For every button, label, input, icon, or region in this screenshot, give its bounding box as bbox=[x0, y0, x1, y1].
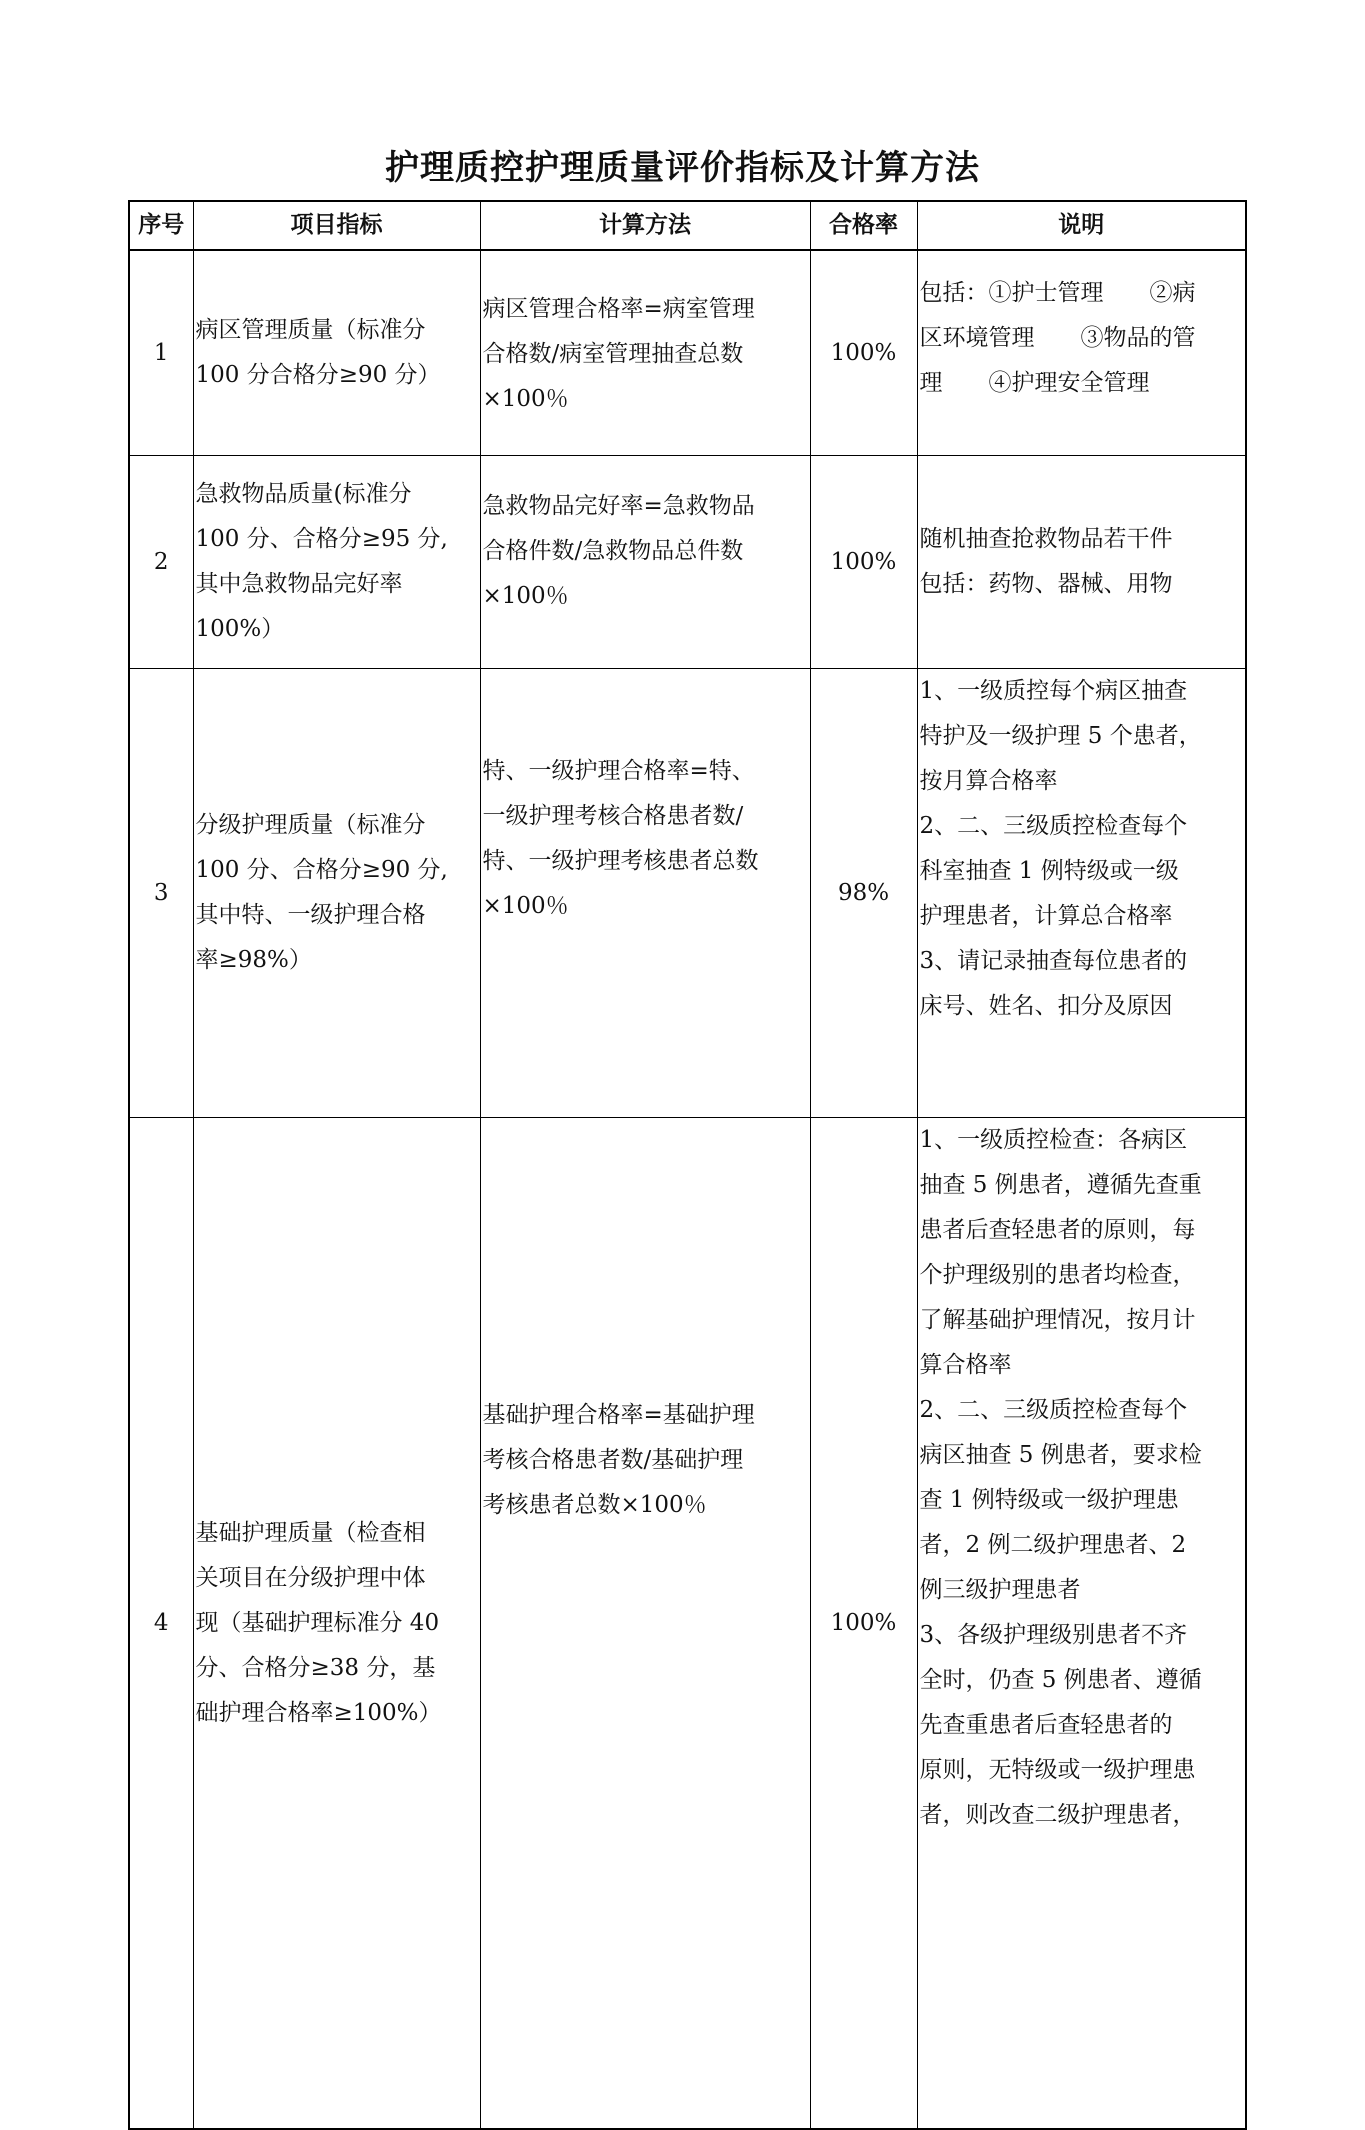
row-rate: 100% bbox=[810, 456, 917, 669]
row-method bbox=[480, 669, 810, 1118]
desc-line: 例三级护理患者 bbox=[919, 1577, 1081, 1603]
desc-line: 1、一级质控每个病区抽查 bbox=[919, 678, 1188, 704]
desc-line: 理 ④护理安全管理 bbox=[919, 370, 1150, 396]
header-seq: 序号 bbox=[129, 201, 193, 250]
header-metric: 项目指标 bbox=[193, 201, 480, 250]
desc-line: 抽查 5 例患者，遵循先查重 bbox=[919, 1172, 1202, 1198]
table-row bbox=[129, 456, 1246, 669]
method-line: 病区管理合格率=病室管理 bbox=[482, 295, 755, 322]
desc-line: 随机抽查抢救物品若干件 bbox=[919, 526, 1173, 552]
row-metric bbox=[193, 250, 480, 456]
method-line: 考核患者总数×100％ bbox=[482, 1492, 707, 1518]
table-row bbox=[129, 250, 1246, 456]
metric-line: 基础护理质量（检查相 bbox=[195, 1519, 426, 1546]
row-metric bbox=[193, 669, 480, 1118]
metric-line: 病区管理质量（标准分 bbox=[195, 317, 426, 343]
row-seq: 1 bbox=[129, 250, 193, 456]
evaluation-table bbox=[128, 200, 1247, 2130]
desc-line: 者，2 例二级护理患者、2 bbox=[919, 1532, 1187, 1558]
desc-line: 3、请记录抽查每位患者的 bbox=[919, 948, 1188, 974]
row-metric bbox=[193, 456, 480, 669]
metric-line: 100 分、合格分≥90 分, bbox=[195, 857, 448, 883]
desc-line: 护理患者，计算总合格率 bbox=[919, 903, 1173, 929]
method-line: 考核合格患者数/基础护理 bbox=[482, 1447, 744, 1473]
method-line: ×100％ bbox=[482, 893, 569, 919]
header-desc: 说明 bbox=[917, 201, 1246, 250]
method-line: 急救物品完好率=急救物品 bbox=[482, 493, 755, 519]
metric-line: 其中急救物品完好率 bbox=[195, 571, 403, 597]
desc-line: 个护理级别的患者均检查， bbox=[919, 1262, 1196, 1288]
table-header-row bbox=[129, 201, 1246, 250]
method-line: ×100％ bbox=[482, 583, 569, 609]
desc-line: 包括：①护士管理 ②病 bbox=[919, 280, 1196, 306]
desc-line: 科室抽查 1 例特级或一级 bbox=[919, 858, 1179, 884]
desc-line: 包括：药物、器械、用物 bbox=[919, 571, 1173, 597]
row-method bbox=[480, 1118, 810, 2130]
desc-line: 全时，仍查 5 例患者、遵循 bbox=[919, 1667, 1202, 1693]
desc-line: 3、各级护理级别患者不齐 bbox=[919, 1622, 1188, 1648]
row-method bbox=[480, 456, 810, 669]
table-row bbox=[129, 669, 1246, 1118]
row-seq: 2 bbox=[129, 456, 193, 669]
desc-line: 按月算合格率 bbox=[919, 768, 1058, 794]
desc-line: 先查重患者后查轻患者的 bbox=[919, 1712, 1173, 1738]
desc-line: 病区抽查 5 例患者，要求检 bbox=[919, 1442, 1202, 1468]
table-row bbox=[129, 1118, 1246, 2130]
document-title: 护理质控护理质量评价指标及计算方法 bbox=[385, 148, 980, 188]
row-rate: 100% bbox=[810, 250, 917, 456]
method-line: 特、一级护理合格率=特、 bbox=[482, 758, 755, 784]
method-line: 合格数/病室管理抽查总数 bbox=[482, 340, 744, 367]
method-line: 一级护理考核合格患者数/ bbox=[482, 803, 744, 829]
metric-line: 现（基础护理标准分 40 bbox=[195, 1609, 440, 1636]
method-line: 合格件数/急救物品总件数 bbox=[482, 538, 744, 564]
method-line: ×100％ bbox=[482, 385, 569, 412]
header-rate: 合格率 bbox=[810, 201, 917, 250]
desc-line: 床号、姓名、扣分及原因 bbox=[919, 993, 1173, 1019]
row-seq: 3 bbox=[129, 669, 193, 1118]
row-desc bbox=[917, 1118, 1246, 2130]
metric-line: 100 分合格分≥90 分） bbox=[195, 362, 441, 388]
metric-line: 100 分、合格分≥95 分, bbox=[195, 526, 448, 552]
row-method bbox=[480, 250, 810, 456]
row-rate: 100% bbox=[810, 1118, 917, 2130]
desc-line: 查 1 例特级或一级护理患 bbox=[919, 1487, 1179, 1513]
header-method: 计算方法 bbox=[480, 201, 810, 250]
metric-line: 分、合格分≥38 分，基 bbox=[195, 1654, 436, 1681]
method-line: 基础护理合格率=基础护理 bbox=[482, 1402, 755, 1428]
metric-line: 础护理合格率≥100%） bbox=[195, 1699, 442, 1726]
row-seq: 4 bbox=[129, 1118, 193, 2130]
metric-line: 率≥98%） bbox=[195, 947, 312, 973]
row-desc bbox=[917, 250, 1246, 456]
row-desc bbox=[917, 669, 1246, 1118]
desc-line: 了解基础护理情况，按月计 bbox=[919, 1307, 1196, 1333]
metric-line: 关项目在分级护理中体 bbox=[195, 1564, 426, 1591]
method-line: 特、一级护理考核患者总数 bbox=[482, 848, 759, 874]
desc-line: 区环境管理 ③物品的管 bbox=[919, 325, 1196, 351]
desc-line: 1、一级质控检查：各病区 bbox=[919, 1127, 1188, 1153]
desc-line: 者，则改查二级护理患者， bbox=[919, 1802, 1196, 1828]
row-desc bbox=[917, 456, 1246, 669]
metric-line: 分级护理质量（标准分 bbox=[195, 812, 426, 838]
desc-line: 2、二、三级质控检查每个 bbox=[919, 813, 1188, 839]
desc-line: 原则，无特级或一级护理患 bbox=[919, 1757, 1196, 1783]
row-metric bbox=[193, 1118, 480, 2130]
desc-line: 2、二、三级质控检查每个 bbox=[919, 1397, 1188, 1423]
desc-line: 患者后查轻患者的原则，每 bbox=[919, 1217, 1196, 1243]
metric-line: 100%） bbox=[195, 616, 285, 642]
metric-line: 急救物品质量(标准分 bbox=[195, 481, 412, 507]
desc-line: 算合格率 bbox=[919, 1352, 1012, 1378]
row-rate: 98% bbox=[810, 669, 917, 1118]
desc-line: 特护及一级护理 5 个患者， bbox=[919, 723, 1202, 749]
metric-line: 其中特、一级护理合格 bbox=[195, 902, 426, 928]
